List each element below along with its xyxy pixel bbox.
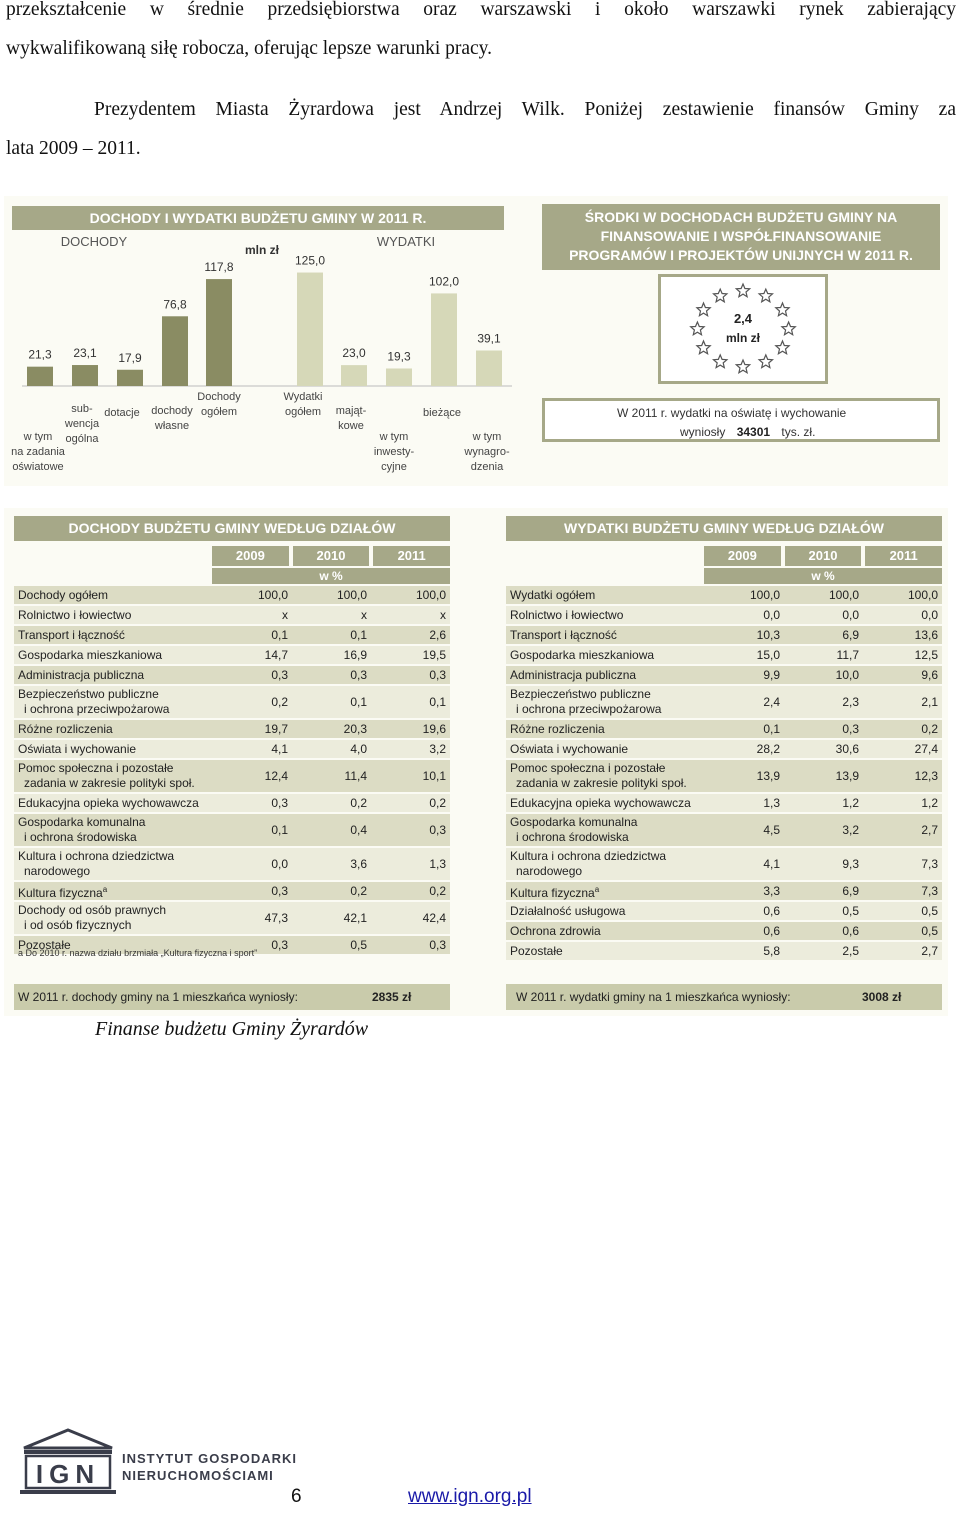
row-value: 0,6 <box>842 924 859 938</box>
eu-stars-icon <box>661 277 825 381</box>
table-row <box>506 646 942 666</box>
chart-bar <box>27 367 53 386</box>
row-value: 0,2 <box>429 796 446 810</box>
table-row <box>506 848 942 882</box>
education-unit: tys. zł. <box>781 425 816 439</box>
intro-line-1: przekształcenie w średnie przedsiębiorstwa oraz warszawski i około warszawki rynek zabierający <box>6 0 956 20</box>
row-value: 2,5 <box>842 944 859 958</box>
row-value: 3,2 <box>842 823 859 837</box>
table-row <box>506 794 942 814</box>
category-label: dotacje <box>104 407 140 419</box>
row-label: Administracja publiczna <box>18 667 145 682</box>
row-value: 2,6 <box>429 628 446 642</box>
table-row <box>14 882 450 902</box>
row-value: 12,3 <box>914 769 938 783</box>
expense-group-label: WYDATKI <box>376 234 436 249</box>
row-value: x <box>282 608 288 622</box>
year-header: 2009 <box>704 546 781 566</box>
row-value: 19,6 <box>422 722 446 736</box>
row-value: 0,3 <box>350 668 367 682</box>
row-value: 0,3 <box>271 668 288 682</box>
row-label: Transport i łączność <box>510 627 617 642</box>
year-header: 2011 <box>865 546 942 566</box>
row-value: 0,1 <box>350 695 367 709</box>
table-row <box>14 586 450 606</box>
row-label: Dochody od osób prawnych i od osób fizycznych <box>18 903 167 932</box>
row-value: 0,5 <box>842 904 859 918</box>
income-group-label: DOCHODY <box>60 234 128 249</box>
eu-title-line-2: FINANSOWANIE I WSPÓŁFINANSOWANIE <box>600 228 882 244</box>
row-value: 47,3 <box>264 911 288 925</box>
eu-title-line-1: ŚRODKI W DOCHODACH BUDŻETU GMINY NA <box>584 209 898 225</box>
table-row <box>14 686 450 720</box>
category-label: mająt-kowe <box>335 405 367 432</box>
row-value: 0,4 <box>350 823 367 837</box>
chart-bar <box>206 279 232 386</box>
eu-funds-title <box>542 204 940 270</box>
row-value: x <box>440 608 446 622</box>
category-label: dochody własne <box>151 405 193 432</box>
chart-bar <box>341 365 367 386</box>
income-table-years <box>212 546 450 566</box>
row-value: 13,9 <box>835 769 859 783</box>
table-row <box>14 794 450 814</box>
row-label: Gospodarka komunalna i ochrona środowiska <box>510 815 638 844</box>
row-value: 0,3 <box>271 884 288 898</box>
row-value: 11,7 <box>836 648 859 662</box>
category-label: w tym wynagro-dzenia <box>464 431 510 473</box>
row-value: 0,6 <box>763 924 780 938</box>
row-label: Różne rozliczenia <box>18 721 113 736</box>
row-value: 100,0 <box>749 588 780 602</box>
row-value: 0,0 <box>921 608 938 622</box>
row-value: 42,4 <box>422 911 446 925</box>
row-value: 13,9 <box>756 769 780 783</box>
row-value: 0,2 <box>271 695 288 709</box>
row-value: 0,2 <box>350 884 367 898</box>
ign-building-logo-icon <box>18 1428 118 1496</box>
row-value: 2,7 <box>921 944 938 958</box>
expense-table-title: WYDATKI BUDŻETU GMINY WEDŁUG DZIAŁÓW <box>506 516 942 541</box>
bar-value-label: 23,0 <box>342 346 366 361</box>
chart-title: DOCHODY I WYDATKI BUDŻETU GMINY W 2011 R. <box>12 206 504 230</box>
row-value: 0,3 <box>271 938 288 952</box>
row-value: 0,0 <box>763 608 780 622</box>
row-value: 1,2 <box>921 796 938 810</box>
row-value: 12,5 <box>914 648 938 662</box>
category-label: w tym inwesty-cyjne <box>373 431 415 473</box>
row-label: Gospodarka mieszkaniowa <box>18 647 163 662</box>
intro-line-2: wykwalifikowaną siłę robocza, oferując lepsze warunki pracy. <box>6 38 493 59</box>
income-per-capita <box>14 984 450 1010</box>
row-label: Edukacyjna opieka wychowawcza <box>18 795 199 810</box>
star-icon <box>714 289 727 302</box>
row-value: 14,7 <box>264 648 288 662</box>
row-value: 0,6 <box>763 904 780 918</box>
row-value: 13,6 <box>914 628 938 642</box>
row-label: Kultura i ochrona dziedzictwa narodowego <box>18 849 175 878</box>
row-label: Kultura fizyczna$^a$ <box>18 884 108 900</box>
year-header: 2010 <box>785 546 862 566</box>
org-name <box>122 1450 297 1484</box>
row-label: Administracja publiczna <box>510 667 637 682</box>
eu-funds-unit: mln zł <box>725 331 760 345</box>
website-link[interactable]: www.ign.org.pl <box>408 1486 532 1507</box>
table-row <box>506 882 942 902</box>
row-value: 19,7 <box>264 722 288 736</box>
row-value: 7,3 <box>921 857 938 871</box>
bar-value-label: 23,1 <box>73 346 97 361</box>
row-value: 7,3 <box>921 884 938 898</box>
income-table-rows <box>14 586 450 956</box>
table-row <box>14 606 450 626</box>
table-row <box>506 626 942 646</box>
star-icon <box>736 284 749 297</box>
row-value: 10,3 <box>756 628 780 642</box>
income-per-capita-label: W 2011 r. dochody gminy na 1 mieszkańca wyniosły: <box>18 990 298 1004</box>
row-value: 12,4 <box>264 769 288 783</box>
bar-value-label: 102,0 <box>428 274 460 289</box>
table-row <box>14 626 450 646</box>
figure-caption: Finanse budżetu Gminy Żyrardów <box>95 1018 369 1040</box>
table-row <box>506 814 942 848</box>
chart-bar <box>117 370 143 386</box>
row-value: 0,0 <box>271 857 288 871</box>
budget-infographic <box>4 196 948 486</box>
row-value: 0,2 <box>350 796 367 810</box>
chart-bar <box>386 368 412 386</box>
row-value: 0,3 <box>429 668 446 682</box>
row-value: 10,1 <box>422 769 446 783</box>
row-value: 9,6 <box>921 668 938 682</box>
row-label: Różne rozliczenia <box>510 721 605 736</box>
expense-per-capita-value: 3008 zł <box>862 990 902 1004</box>
row-label: Oświata i wychowanie <box>510 741 629 756</box>
education-amount: 34301 <box>736 425 771 439</box>
row-label: Pozostałe <box>510 943 563 958</box>
year-header: 2010 <box>293 546 370 566</box>
row-value: 4,0 <box>350 742 367 756</box>
table-row <box>506 902 942 922</box>
row-value: 4,1 <box>763 857 780 871</box>
income-footnote: a Do 2010 r. nazwa działu brzmiała „Kultura fizyczna i sport” <box>18 948 258 958</box>
expense-per-capita-label: W 2011 r. wydatki gminy na 1 mieszkańca wyniosły: <box>516 990 791 1004</box>
mayor-line-1: Prezydentem Miasta Żyrardowa jest Andrzej Wilk. Poniżej zestawienie finansów Gminy za <box>94 99 956 120</box>
row-value: 0,0 <box>842 608 859 622</box>
row-label: Pomoc społeczna i pozostałe zadania w zakresie polityki społ. <box>18 761 195 790</box>
row-label: Oświata i wychowanie <box>18 741 137 756</box>
eu-title-line-3: PROGRAMÓW I PROJEKTÓW UNIJNYCH W 2011 R. <box>569 247 913 263</box>
table-row <box>506 666 942 686</box>
row-value: 100,0 <box>415 588 446 602</box>
table-row <box>506 740 942 760</box>
eu-funds-value: 2,4 <box>733 311 753 326</box>
row-value: 20,3 <box>343 722 367 736</box>
row-value: 6,9 <box>842 884 859 898</box>
logo-letters: IGN <box>35 1459 101 1489</box>
row-label: Bezpieczeństwo publiczne i ochrona przeciwpożarowa <box>18 687 170 716</box>
row-value: 0,3 <box>271 796 288 810</box>
row-value: 11,4 <box>344 769 367 783</box>
table-row <box>506 760 942 794</box>
row-value: 100,0 <box>257 588 288 602</box>
education-spending-box <box>542 398 940 442</box>
star-icon <box>759 355 772 368</box>
category-label: Dochody ogółem <box>197 391 241 418</box>
row-value: 0,3 <box>842 722 859 736</box>
star-icon <box>759 289 772 302</box>
chart-bar <box>162 316 188 386</box>
row-label: Kultura i ochrona dziedzictwa narodowego <box>510 849 667 878</box>
row-label: Wydatki ogółem <box>510 587 596 602</box>
table-row <box>506 606 942 626</box>
education-prefix: wyniosły <box>680 425 726 439</box>
row-value: 0,2 <box>921 722 938 736</box>
income-table-unit: w % <box>212 568 450 584</box>
row-label: Dochody ogółem <box>18 587 109 602</box>
budget-tables <box>4 508 948 1016</box>
expense-table-rows <box>506 586 942 962</box>
mayor-line-2: lata 2009 – 2011. <box>6 138 141 159</box>
table-row <box>506 686 942 720</box>
org-name-line-1: INSTYTUT GOSPODARKI <box>122 1451 298 1466</box>
row-value: 1,3 <box>429 857 446 871</box>
category-label: bieżące <box>423 407 461 419</box>
row-value: 30,6 <box>835 742 859 756</box>
row-value: 0,5 <box>921 924 938 938</box>
row-label: Pozostałe <box>18 937 71 952</box>
income-expense-bar-chart <box>4 196 524 486</box>
bar-value-label: 39,1 <box>477 331 501 346</box>
table-row <box>506 586 942 606</box>
category-label: Wydatki ogółem <box>283 391 323 418</box>
row-value: 2,4 <box>763 695 780 709</box>
bar-value-label: 21,3 <box>28 347 52 362</box>
row-value: 0,1 <box>350 628 367 642</box>
star-icon <box>714 355 727 368</box>
table-row <box>14 740 450 760</box>
year-header: 2011 <box>373 546 450 566</box>
row-value: 0,1 <box>429 695 446 709</box>
category-label: sub-wencja ogólna <box>64 403 100 445</box>
row-label: Kultura fizyczna$^a$ <box>510 884 600 900</box>
chart-unit-label: mln zł <box>244 243 280 257</box>
row-value: 100,0 <box>828 588 859 602</box>
row-value: 6,9 <box>842 628 859 642</box>
row-value: 3,2 <box>429 742 446 756</box>
row-label: Gospodarka mieszkaniowa <box>510 647 655 662</box>
table-row <box>14 646 450 666</box>
table-row <box>14 814 450 848</box>
bar-value-label: 76,8 <box>163 297 187 312</box>
education-line-1: W 2011 r. wydatki na oświatę i wychowanie <box>617 406 847 420</box>
row-value: 10,0 <box>835 668 859 682</box>
table-row <box>506 720 942 740</box>
row-value: 9,3 <box>842 857 859 871</box>
row-value: 100,0 <box>907 588 938 602</box>
row-label: Rolnictwo i łowiectwo <box>18 607 132 622</box>
row-value: 4,1 <box>271 742 288 756</box>
row-value: 42,1 <box>343 911 367 925</box>
star-icon <box>736 360 749 373</box>
expense-table-years <box>704 546 942 566</box>
row-value: 1,3 <box>763 796 780 810</box>
row-value: 0,5 <box>350 938 367 952</box>
expense-per-capita <box>506 984 942 1010</box>
bar-value-label: 125,0 <box>294 253 326 268</box>
row-label: Bezpieczeństwo publiczne i ochrona przeciwpożarowa <box>510 687 662 716</box>
row-value: 2,1 <box>921 695 938 709</box>
mayor-paragraph <box>6 90 956 168</box>
row-label: Edukacyjna opieka wychowawcza <box>510 795 691 810</box>
bar-value-label: 19,3 <box>387 349 411 364</box>
row-label: Gospodarka komunalna i ochrona środowiska <box>18 815 146 844</box>
table-row <box>14 720 450 740</box>
row-value: 0,1 <box>271 628 288 642</box>
row-label: Pomoc społeczna i pozostałe zadania w zakresie polityki społ. <box>510 761 687 790</box>
table-row <box>506 942 942 962</box>
row-label: Działalność usługowa <box>510 903 626 918</box>
row-value: 5,8 <box>763 944 780 958</box>
row-value: 100,0 <box>336 588 367 602</box>
row-value: 4,5 <box>763 823 780 837</box>
table-row <box>14 902 450 936</box>
row-value: x <box>361 608 367 622</box>
row-label: Rolnictwo i łowiectwo <box>510 607 624 622</box>
row-value: 27,4 <box>914 742 938 756</box>
row-value: 0,1 <box>763 722 780 736</box>
chart-bar <box>431 293 457 386</box>
category-label: w tym na zadania oświatowe <box>11 431 65 473</box>
chart-bar <box>72 365 98 386</box>
row-label: Transport i łączność <box>18 627 125 642</box>
expense-table-unit: w % <box>704 568 942 584</box>
eu-funds-box <box>658 274 828 384</box>
row-label: Ochrona zdrowia <box>510 923 601 938</box>
row-value: 3,6 <box>350 857 367 871</box>
row-value: 1,2 <box>842 796 859 810</box>
org-name-line-2: NIERUCHOMOŚCIAMI <box>122 1468 274 1483</box>
year-header: 2009 <box>212 546 289 566</box>
row-value: 19,5 <box>422 648 446 662</box>
row-value: 28,2 <box>756 742 780 756</box>
table-row <box>14 848 450 882</box>
income-table-title: DOCHODY BUDŻETU GMINY WEDŁUG DZIAŁÓW <box>14 516 450 541</box>
intro-paragraph <box>6 0 956 68</box>
row-value: 0,2 <box>429 884 446 898</box>
row-value: 16,9 <box>343 648 367 662</box>
row-value: 2,3 <box>842 695 859 709</box>
table-row <box>506 922 942 942</box>
row-value: 2,7 <box>921 823 938 837</box>
bar-value-label: 117,8 <box>204 260 234 275</box>
table-row <box>14 666 450 686</box>
page-number: 6 <box>291 1486 302 1507</box>
chart-bar <box>297 273 323 386</box>
row-value: 0,3 <box>429 938 446 952</box>
income-per-capita-value: 2835 zł <box>372 990 412 1004</box>
education-line-2 <box>680 425 815 439</box>
table-row <box>14 760 450 794</box>
row-value: 0,3 <box>429 823 446 837</box>
row-value: 0,1 <box>271 823 288 837</box>
bar-value-label: 17,9 <box>118 350 142 365</box>
row-value: 3,3 <box>763 884 780 898</box>
row-value: 15,0 <box>756 648 780 662</box>
chart-bar <box>476 351 502 386</box>
row-value: 9,9 <box>763 668 780 682</box>
row-value: 0,5 <box>921 904 938 918</box>
